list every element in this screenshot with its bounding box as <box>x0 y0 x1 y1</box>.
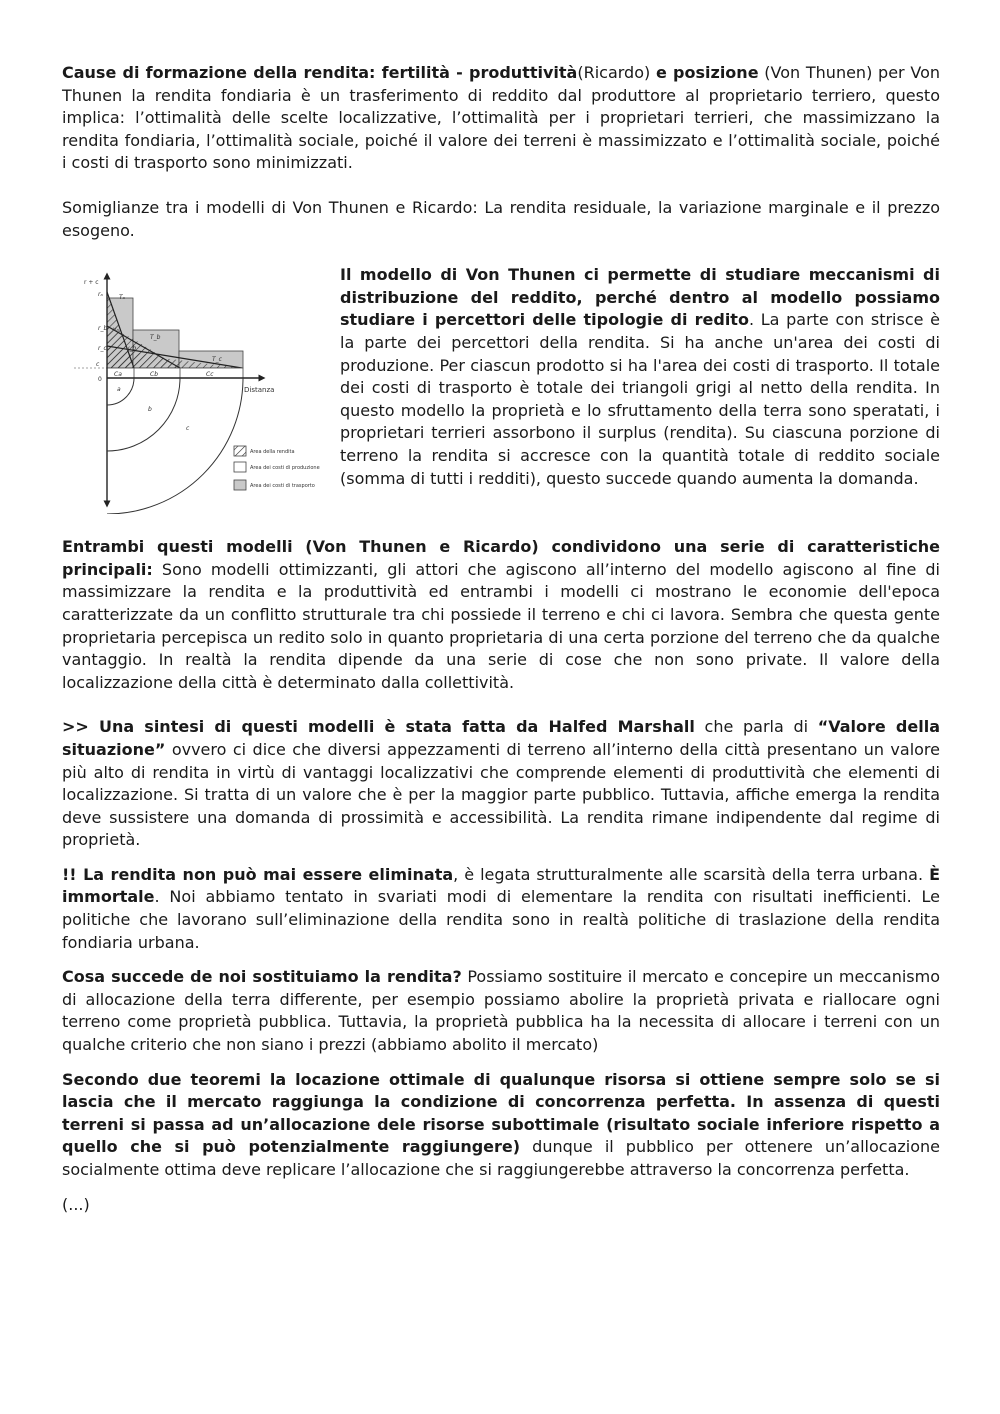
legend-swatch-transport <box>234 480 246 490</box>
paragraph-teoremi <box>62 1069 940 1182</box>
r-label-c: r_c <box>98 345 107 353</box>
document-page <box>62 62 940 1216</box>
tr-label-b: T_b <box>150 334 161 342</box>
legend-label-rent: Area della rendita <box>250 449 295 456</box>
r-label-a: rₐ <box>98 291 103 299</box>
paragraph-cause-rendita <box>62 62 940 175</box>
text: ovvero ci dice che diversi appezzamenti di terreno all’interno della città presentano un valore più alto di rendita in virtù di vantaggi localizzativi che comprende elementi di produttività che elementi di localizzazione. Si tratta di un valore che è per la maggior parte pubblico. Tuttavia, affiche emerga la rendita deve sussistere una domanda di prossimità e accessibilità. La rendita rimane indipendente dal regime di proprietà. <box>62 739 940 850</box>
text: che parla di <box>694 717 818 737</box>
paragraph-caratteristiche <box>62 536 940 694</box>
paragraph-von-thunen-model <box>340 264 940 514</box>
origin-label: 0 <box>98 376 102 384</box>
bold-text: Il modello di Von Thunen ci permette di studiare meccanismi di distribuzione del reddito, perché dentro al modello possiamo studiare i percettori delle tipologie di redito <box>340 265 940 330</box>
paragraph-ellipsis: (...) <box>62 1194 90 1214</box>
y-axis-label: r + c <box>84 279 99 287</box>
bold-text: È immortale <box>62 864 940 907</box>
bold-text: “Valore della situazione” <box>62 717 940 759</box>
text: (Ricardo) <box>577 63 656 82</box>
bold-text: >> Una sintesi di questi modelli è stata fatta da Halfed Marshall <box>62 717 695 737</box>
text: . Noi abbiamo tentato in svariati modi di elementare la rendita con risultati inefficienti. Le politiche che lavorano sull’eliminazione della rendita sono in realtà politiche di traslazione della rendita fondiaria urbana. <box>62 887 940 952</box>
diagram-svg <box>62 268 324 514</box>
von-thunen-diagram <box>62 268 324 514</box>
text: , è legata strutturalmente alle scarsità della terra urbana. <box>453 864 930 884</box>
v-label-a: vₐ <box>113 326 119 334</box>
text: . La parte con strisce è la parte dei percettori della rendita. Si ha anche un'area dei costi di produzione. Per ciascun prodotto si ha l'area dei costi di trasporto. Il totale dei costi di trasporto è totale dei triangoli grigi al netto della rendita. In questo modello la proprietà e lo sfruttamento della terra sono speratati, i proprietari terrieri assorbono il surplus (rendita). Su ciascuna porzione di terreno la rendita si accresce con la quantità totale di reddito sociale (somma di tutti i redditi), questo succede quando aumenta la domanda. <box>340 310 940 488</box>
paragraph-marshall <box>62 716 940 852</box>
production-cost-strip <box>107 368 243 378</box>
x-axis-label: Distanza <box>244 386 275 395</box>
legend-swatch-production <box>234 462 246 472</box>
figure-section <box>62 264 940 514</box>
text: dunque il pubblico per ottenere un’allocazione socialmente ottima deve replicare l’allocazione che si raggiungerebbe attraverso la concorrenza perfetta. <box>62 1137 941 1179</box>
legend-swatch-rent <box>234 446 246 456</box>
text: Possiamo sostituire il mercato e concepire un meccanismo di allocazione della terra differente, per esempio possiamo abolire la proprietà privata e riallocare ogni terreno come proprietà pubblica. Tuttavia, la proprietà pubblica ha la necessita di allocare i terreni con un qualche criterio che non siano i prezzi (abbiamo abolito il mercato) <box>62 967 941 1055</box>
bold-text: e posizione <box>655 63 759 82</box>
ring-label-a: a <box>117 386 121 394</box>
tr-label-c: T_c <box>212 356 222 364</box>
bold-text: !! La rendita non può mai essere eliminata <box>62 864 454 884</box>
paragraph-sostituzione <box>62 966 940 1056</box>
legend-label-production: Area dei costi di produzione <box>250 465 320 472</box>
paragraph-somiglianze: Somiglianze tra i modelli di Von Thunen e Ricardo: La rendita residuale, la variazione marginale e il prezzo esogeno. <box>62 197 940 240</box>
text: Sono modelli ottimizzanti, gli attori che agiscono all’interno del modello agiscono al fine di massimizzare la rendita e la produttività ed entrambi i modelli ci mostrano le economie dell'epoca caratterizzate da un conflitto strutturale tra chi possiede il terreno e chi ci lavora. Sembra che questa gente proprietaria percepisca un redito solo in quanto proprietaria di una certa porzione del terreno che da qualche vantaggio. In realtà la rendita dipende da una serie di cose che non sono private. Il valore della localizzazione della città è determinato dalla collettività. <box>62 559 940 692</box>
cost-label-b: Cb <box>150 371 158 379</box>
legend-label-transport: Area dei costi di trasporto <box>250 483 315 490</box>
bold-text: Cause di formazione della rendita: fertilità - produttività <box>62 63 578 82</box>
bold-text: Entrambi questi modelli (Von Thunen e Ricardo) condividono una serie di caratteristiche principali: <box>62 537 940 579</box>
text: (Von Thunen) per Von Thunen la rendita fondiaria è un trasferimento di reddito dal produttore al proprietario terriero, questo implica: l’ottimalità delle scelte localizzative, l’ottimalità per i proprietari terrieri, che massimizzano la rendita fondiaria, l’ottimalità sociale, poiché il valore dei terreni è massimizzato e l’ottimalità sociale, poiché i costi di trasporto sono minimizzati. <box>62 63 941 173</box>
c-label: c <box>96 361 100 369</box>
bold-text: Cosa succede de noi sostituiamo la rendita? <box>62 967 462 987</box>
cost-label-c: Cc <box>206 371 214 379</box>
ring-label-b: b <box>148 406 152 414</box>
ring-label-c: c <box>186 425 190 433</box>
r-label-b: r_b <box>98 325 108 333</box>
paragraph-rendita-immortale <box>62 864 940 954</box>
cost-label-a: Ca <box>114 371 122 379</box>
ring-c <box>107 378 243 514</box>
v-label-b: v_b <box>126 345 137 353</box>
bold-text: Secondo due teoremi la locazione ottimale di qualunque risorsa si ottiene sempre solo se si lascia che il mercato raggiunga la condizione di concorrenza perfetta. In assenza di questi terreni si passa ad un’allocazione dele risorse subottimale (risultato sociale inferiore rispetto a quello che si può potenzialmente raggiungere) <box>62 1069 940 1157</box>
tr-label-a: Tₐ <box>119 294 126 302</box>
